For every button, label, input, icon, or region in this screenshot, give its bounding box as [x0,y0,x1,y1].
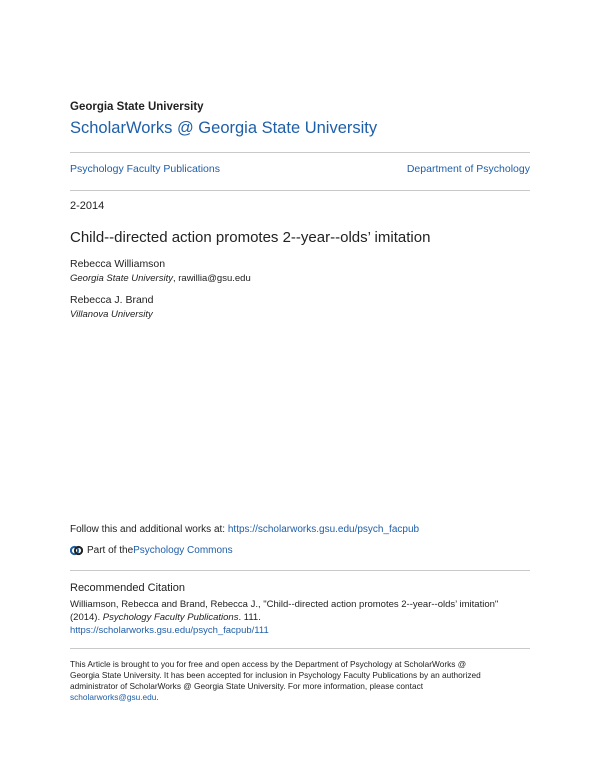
notice-line: administrator of ScholarWorks @ Georgia State University. For more information, please contact [70,681,424,691]
faculty-publications-link[interactable]: Psychology Faculty Publications [70,163,220,175]
citation-line: Williamson, Rebecca and Brand, Rebecca J., "Child--directed action promotes 2--year--olds’ imitation" [70,599,499,610]
divider [70,648,530,649]
notice-contact-line [70,692,530,703]
psychology-commons-link[interactable]: Psychology Commons [133,545,233,556]
divider [70,152,530,153]
access-notice [70,659,530,703]
citation-url-link[interactable]: https://scholarworks.gsu.edu/psych_facpub/111 [70,625,269,636]
department-link[interactable]: Department of Psychology [406,163,530,175]
affiliation-name: Georgia State University [70,273,173,284]
citation-number: . 111. [238,612,261,623]
university-name: Georgia State University [70,101,204,113]
divider [70,570,530,571]
follow-line [70,524,419,535]
article-title: Child--directed action promotes 2--year--olds’ imitation [70,229,431,246]
divider [70,190,530,191]
notice-line: Georgia State University. It has been accepted for inclusion in Psychology Faculty Publications by an authorized [70,670,481,680]
collection-url-link[interactable]: https://scholarworks.gsu.edu/psych_facpub [227,524,420,535]
open-access-icon [70,544,83,557]
repository-title-link[interactable]: ScholarWorks @ Georgia State University [70,119,378,137]
author-email[interactable]: , rawillia@gsu.edu [172,273,251,284]
publication-date: 2-2014 [70,200,105,212]
contact-email-link[interactable]: scholarworks@gsu.edu [70,692,157,702]
author-affiliation [70,273,251,284]
citation-heading: Recommended Citation [70,582,185,594]
citation-journal: Psychology Faculty Publications [102,612,239,623]
author-name: Rebecca J. Brand [70,294,154,306]
collection-nav [70,163,530,175]
affiliation-name: Villanova University [70,309,153,320]
follow-text: Follow this and additional works at: [70,524,228,535]
author-name: Rebecca Williamson [70,258,166,270]
part-of-line [70,544,233,557]
part-of-text: Part of the [87,545,134,556]
author-affiliation [70,309,153,320]
notice-period: . [156,692,159,702]
notice-line: This Article is brought to you for free and open access by the Department of Psychology at ScholarWorks @ [70,659,467,669]
citation-year: (2014). [70,612,103,623]
citation-line [70,612,261,623]
